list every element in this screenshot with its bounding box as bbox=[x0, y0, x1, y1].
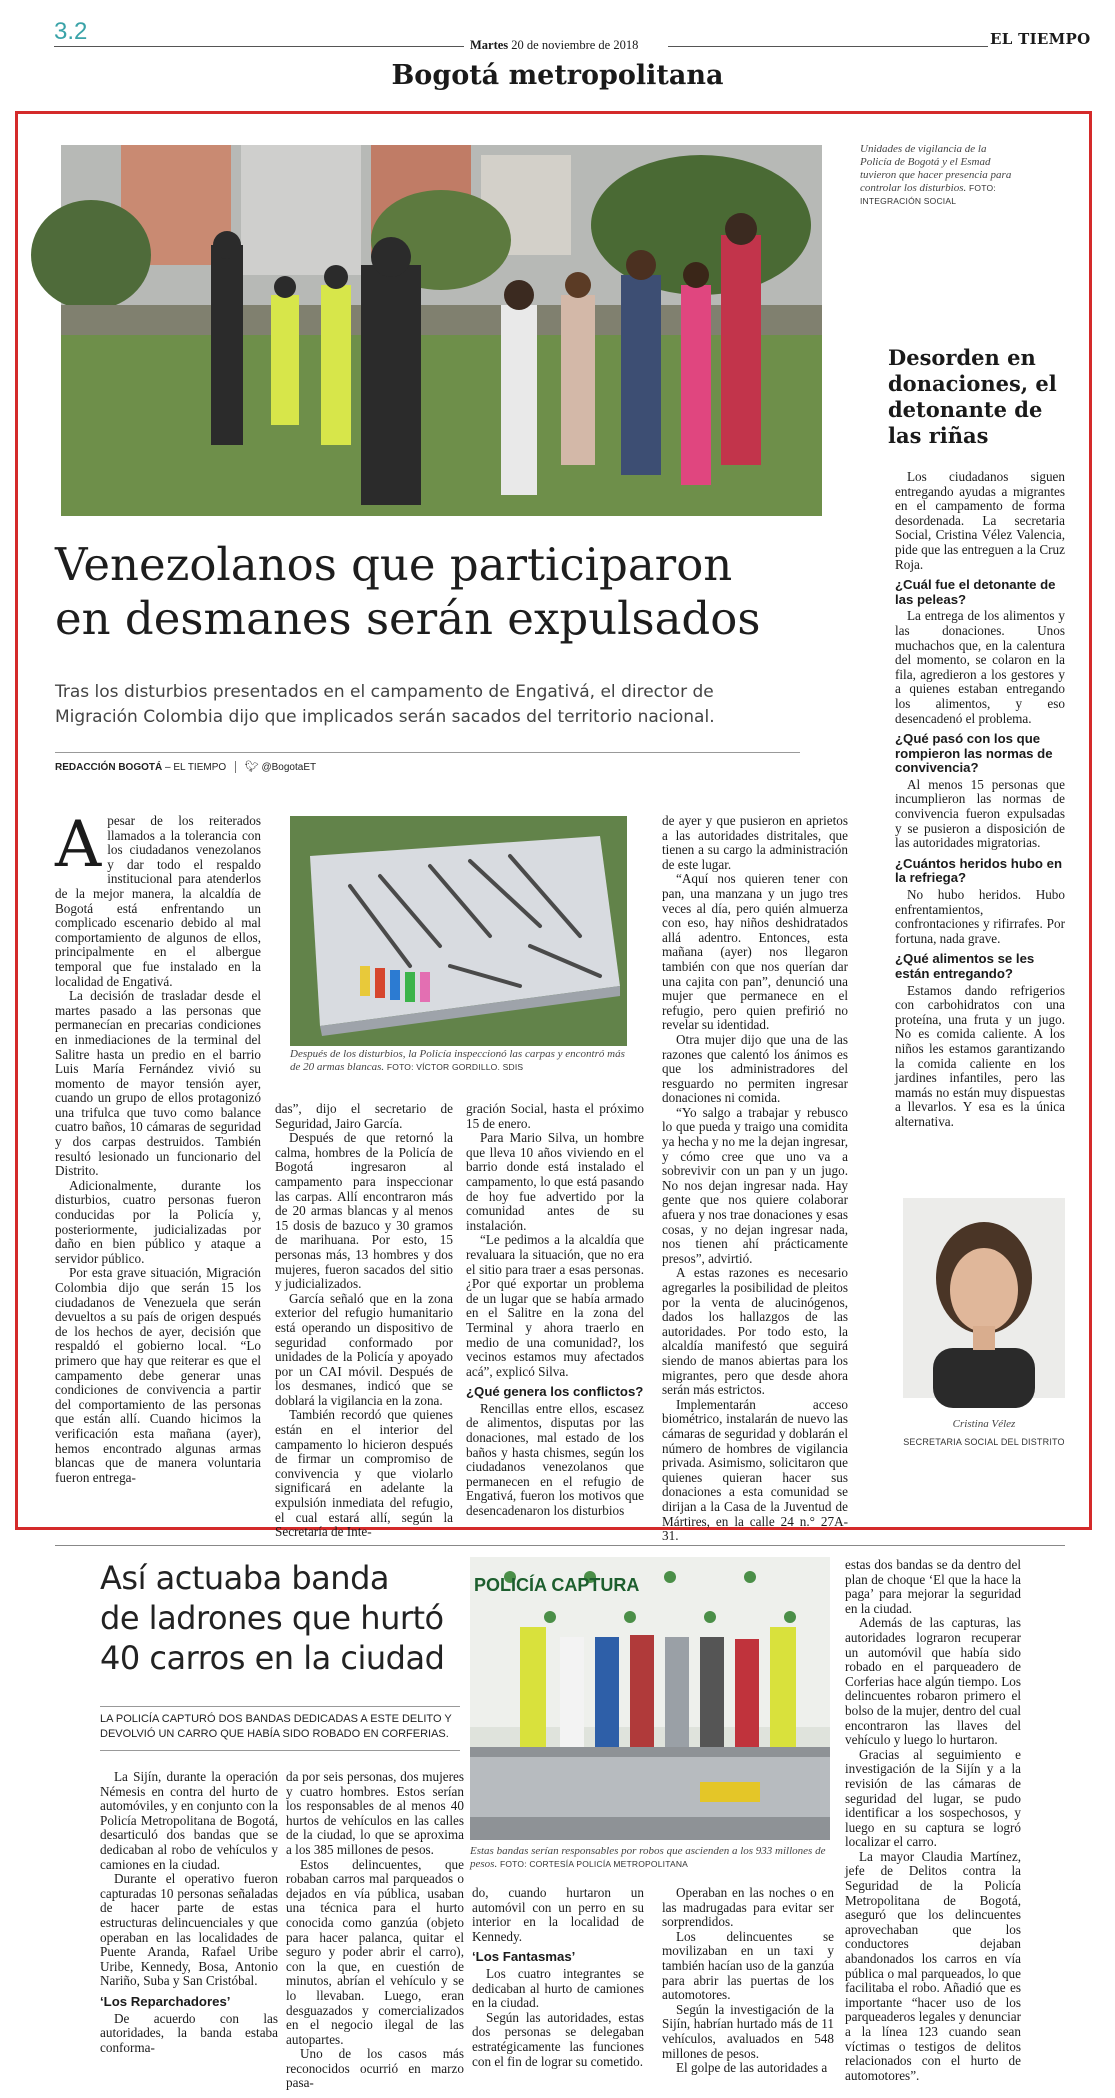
sidebar-question: ¿Qué alimentos se les están entregando? bbox=[895, 951, 1035, 981]
twitter-bird-icon: 🐦︎ bbox=[244, 761, 259, 773]
second-col-3-para: Según las autoridades, estas dos personas se delegaban estratégicamente las funciones con el fin de lograr su cometido. bbox=[472, 2009, 644, 2069]
header-date bbox=[470, 38, 670, 53]
sidebar-title: Desorden en donaciones, el detonante de las riñas bbox=[888, 345, 1057, 448]
main-col-3-para: Rencillas entre ellos, escasez de alimentos, disputas por las donaciones, mal estado de los baños y hasta chismes, según los ciudadanos venezolanos que permanecen en el refugio de Engativá, fueron los motivos que desencadenaron los disturbios bbox=[466, 1400, 644, 1519]
section-title: Bogotá metropolitana bbox=[391, 60, 724, 91]
portrait-photo bbox=[903, 1198, 1065, 1398]
second-col-3-subhead: ‘Los Fantasmas’ bbox=[472, 1949, 576, 1965]
second-col-3-para: Los cuatro integrantes se dedicaban al hurto de camiones en la ciudad. bbox=[472, 1965, 644, 2011]
main-headline-line2: en desmanes serán expulsados bbox=[55, 592, 761, 645]
portrait-name: Cristina Vélez bbox=[952, 1418, 1016, 1430]
sidebar-question: ¿Qué pasó con los que rompieron las normas de convivencia? bbox=[895, 731, 1053, 776]
main-col-2-para: También recordó que quienes están en el interior del campamento lo hicieron después de firmar un compromiso de convivencia y que violarlo significará en adelante la expulsión inmediata del refugio, el cual estará allí, según la Secretaría de Inte- bbox=[275, 1407, 453, 1540]
second-headline bbox=[100, 1558, 460, 1678]
sidebar-answer: No hubo heridos. Hubo enfrentamientos, confrontaciones y rifirrafes. Por fortuna, nada grave. bbox=[895, 887, 1065, 946]
police-photo-credit: FOTO: CORTESÍA POLICÍA METROPOLITANA bbox=[499, 1859, 689, 1869]
sidebar-question: ¿Cuál fue el detonante de las peleas? bbox=[895, 577, 1056, 607]
main-photo bbox=[61, 145, 822, 516]
second-deck-rule bbox=[100, 1706, 460, 1707]
header-rule-right bbox=[668, 46, 988, 47]
main-col-4-para: “Aquí nos quieren tener con pan, una manzana y un jugo tres veces al día, pero quién almuerza con eso, hay niños deshidratados allá adentro. Entonces, esta mañana (ayer) nos llegaron también con que nos querían dar una cajita con pan”, denunció una mujer que permanece en el refugio, pero quien prefirió no revelar su identidad. bbox=[662, 871, 848, 1033]
main-col-2-para: García señaló que en la zona exterior del refugio humanitario está operando un dispositivo de seguridad conformado por unidades de la Policía y apoyado por un CAI móvil. Después de los desmanes, indicó que se doblará la vigilancia en la zona. bbox=[275, 1290, 453, 1408]
main-col-3-para: “Le pedimos a la alcaldía que revaluara la situación, que no era el sitio para traer a esas personas. ¿Por qué exportar un problema de un lugar que se había armado en el Salitre en la zona del Terminal y ahora traerlo en medio de una comunidad?, los vecinos estamos muy afectados acá”, explicó Silva. bbox=[466, 1232, 644, 1379]
second-col-5 bbox=[845, 1558, 1021, 2090]
main-col-4-para: de ayer y que pusieron en aprietos a las autoridades distritales, que tienen a su cargo la administración de este lugar. bbox=[662, 813, 848, 872]
portrait-illustration bbox=[903, 1198, 1065, 1398]
weapons-caption-text: Después de los disturbios, la Policía inspeccionó las carpas y encontró más de 20 armas blancas. bbox=[290, 1048, 625, 1073]
second-col-4 bbox=[662, 1886, 834, 2090]
main-photo-caption bbox=[860, 143, 1020, 208]
police-photo-caption bbox=[470, 1845, 830, 1871]
page-number: 3.2 bbox=[54, 18, 88, 45]
main-col-3-para: Para Mario Silva, un hombre que lleva 10 años viviendo en el barrio donde está instalado el campamento, lo que está pasando de hoy fue advertido por la comunidad antes de su instalación. bbox=[466, 1130, 644, 1233]
drop-cap: A bbox=[55, 808, 102, 882]
second-col-2-para: da por seis personas, dos mujeres y cuatro hombres. Estos serían los responsables de al menos 40 hurtos de vehículos en las calles de la ciudad, lo que se aproxima a los 385 millones de pesos. bbox=[286, 1769, 464, 1857]
main-col-1-para: Adicionalmente, durante los disturbios, cuatro personas fueron conducidas por la Policía y, posteriormente, judicializadas por daño en bien público y ataque a servidor público. bbox=[55, 1177, 261, 1266]
weapons-photo bbox=[290, 816, 627, 1046]
main-photo-credit: FOTO: INTEGRACIÓN SOCIAL bbox=[860, 183, 996, 206]
main-col-2-para: das”, dijo el secretario de Seguridad, Jairo García. bbox=[275, 1101, 453, 1131]
twitter-handle[interactable]: @BogotaET bbox=[261, 762, 317, 773]
main-col-3 bbox=[466, 1102, 644, 1526]
main-col-4-para: Implementarán acceso biométrico, instalarán de nuevo las cámaras de seguridad y doblarán el número de hombres de vigilancia privada. Asimismo, solicitaron que quienes quieran hacer sus donaciones a esta comunidad se dirijan a la Casa de la Juventud de Mártires, en la calle 24 n.° 27A-31. bbox=[662, 1396, 848, 1544]
main-col-2-para: Después de que retornó la calma, hombres de la Policía de Bogotá ingresaron al campamento para inspeccionar las carpas. Allí encontraron más de 20 armas blancas y al menos 15 dosis de bazuco y 30 gramos de marihuana. Por esto, 15 personas más, 13 hombres y dos mujeres, fueron sacados del sitio y judicializados. bbox=[275, 1130, 453, 1292]
main-col-4-para: “Yo salgo a trabajar y rebusco lo que pueda y traigo una comidita ya hecha y no me la dejan ingresar, y cómo cree que uno va a sobrevivir con un pan y un jugo. No nos dejan ingresar nada. Hay gente que nos quiere colaborar afuera y nos trae donaciones y esas cosas, y no dejan ingresar nada, nos tienen ahí prácticamente presos”, advirtió. bbox=[662, 1104, 848, 1266]
main-headline-line1: Venezolanos que participaron bbox=[55, 538, 733, 591]
sidebar-intro: Los ciudadanos siguen entregando ayudas a migrantes en el campamento de forma desordenada. La secretaria Social, Cristina Vélez Valencia, pide que las entreguen a la Cruz Roja. bbox=[895, 469, 1065, 572]
weapons-photo-caption bbox=[290, 1048, 630, 1074]
header-rule-left bbox=[54, 46, 464, 47]
second-headline-line1: Así actuaba banda bbox=[100, 1559, 389, 1597]
main-col-4-para: Otra mujer dijo que una de las razones que calentó los ánimos es que los administradores del resguardo no permiten ingresar donaciones ni comida. bbox=[662, 1031, 848, 1106]
byline-author: REDACCIÓN BOGOTÁ bbox=[55, 762, 163, 773]
date-weekday: Martes bbox=[470, 38, 509, 52]
second-top-rule bbox=[55, 1545, 1065, 1546]
second-col-4-para: Según la investigación de la Sijín, habrían hurtado más de 11 vehículos, avaluados en 548 millones de pesos. bbox=[662, 2001, 834, 2061]
main-col-4 bbox=[662, 813, 848, 1544]
byline-suffix: – EL TIEMPO bbox=[165, 762, 227, 773]
main-col-1 bbox=[55, 808, 261, 1526]
brand-logo: EL TIEMPO bbox=[990, 30, 1091, 48]
weapons-table-illustration bbox=[290, 816, 627, 1046]
sidebar-answer: Al menos 15 personas que incumplieron las normas de convivencia fueron expulsadas y se pusieron a disposición de las autoridades migratorias. bbox=[895, 776, 1065, 851]
weapons-photo-credit: FOTO: VÍCTOR GORDILLO. SDIS bbox=[386, 1062, 524, 1072]
police-photo bbox=[470, 1557, 830, 1840]
byline-rule bbox=[55, 752, 800, 753]
sidebar-body bbox=[895, 470, 1065, 1180]
second-col-3 bbox=[472, 1886, 644, 2090]
main-deck: Tras los disturbios presentados en el campamento de Engativá, el director de Migración Colombia dijo que implicados serán sacados del territorio nacional. bbox=[55, 682, 715, 727]
portrait-role: SECRETARIA SOCIAL DEL DISTRITO bbox=[903, 1437, 1065, 1447]
main-photo-caption-text: Unidades de vigilancia de la Policía de Bogotá y el Esmad tuvieron que hacer presencia para controlar los disturbios. bbox=[860, 143, 1012, 194]
second-col-4-para: Operaban en las noches o en las madrugadas para evitar ser sorprendidos. bbox=[662, 1885, 834, 1930]
second-col-5-para: Gracias al seguimiento e investigación de la Sijín y a la revisión de las cámaras de seguridad del lugar, se pudo identificar a los sospechosos, y luego en su captura se logró localizar el carro. bbox=[845, 1746, 1021, 1850]
second-deck: LA POLICÍA CAPTURÓ DOS BANDAS DEDICADAS A ESTE DELITO Y DEVOLVIÓ UN CARRO QUE HABÍA SIDO ROBADO EN CORFERIAS. bbox=[100, 1713, 452, 1740]
crowd-photo-illustration bbox=[61, 145, 822, 516]
main-headline bbox=[55, 538, 855, 646]
second-col-2-para: Uno de los casos más reconocidos ocurrió en marzo pasa- bbox=[286, 2046, 464, 2091]
sidebar-answer: La entrega de los alimentos y las donaciones. Unos muchachos que, en la calentura del momento, se colaron en la fila, agredieron a los gestores y a quienes estaban entregando los alimentos, y eso desencadenó el problema. bbox=[895, 608, 1065, 726]
second-col-5-para: La mayor Claudia Martínez, jefe de Delitos contra la Seguridad de la Policía Metropolitana de Bogotá, aseguró que los delincuentes aprovechaban que los conductores dejaban abandonados los carros en vía pública o mal parqueados, lo que facilitaba el robo. Añadió que es importante “hacer uso de los parqueaderos legales y denunciar a la línea 123 cuando sean víctimas o testigos de delitos relacionados con el hurto de automotores”. bbox=[845, 1848, 1021, 2083]
second-col-1-para: La Sijín, durante la operación Némesis en contra del hurto de automóviles, y en conjunto con la Policía Metropolitana de Bogotá, desarticuló dos bandas que se dedicaban al robo de vehículos y camiones en la ciudad. bbox=[100, 1769, 278, 1872]
byline bbox=[55, 760, 316, 773]
second-col-5-para: Además de las capturas, las autoridades lograron recuperar un automóvil que había sido robado en el parqueadero de Corferias hace algún tiempo. Los delincuentes robaron primero el bolso de la mujer, dentro del cual encontraron las llaves del vehículo y luego lo hurtaron. bbox=[845, 1615, 1021, 1748]
second-col-5-para: estas dos bandas se da dentro del plan de choque ‘El que la hace la paga’ para mejorar la seguridad en la ciudad. bbox=[845, 1557, 1021, 1616]
second-col-1 bbox=[100, 1770, 278, 2090]
main-col-1-para: Por esta grave situación, Migración Colombia dijo que serán 15 los ciudadanos de Venezuela que serán devueltos a su país de origen después de los hechos de ayer, decisión que respaldó el gobierno local. “Lo primero que hay que reiterar es que el campamento debe generar unas condiciones de convivencia a partir del comportamiento de las personas que están allí. Cuando hicimos la verificación esta mañana (ayer), hemos encontrado algunas armas blancas que de manera voluntaria fueron entrega- bbox=[55, 1265, 261, 1485]
main-col-4-para: A estas razones es necesario agregarles la posibilidad de pleitos por la venta de alucinógenos, dados los hallazgos de las autoridades. Por todo esto, la alcaldía manifestó que seguirá siendo de manos abiertas para los migrantes, pero que desde ahora serán más estrictos. bbox=[662, 1265, 848, 1398]
second-col-1-para: Durante el operativo fueron capturadas 10 personas señaladas de hacer parte de estas estructuras delincuenciales y que operaban en las localidades de Puente Aranda, Rafael Uribe Uribe, Kennedy, Bosa, Antonio Nariño, Suba y San Cristóbal. bbox=[100, 1871, 278, 1989]
main-col-3-subhead: ¿Qué genera los conflictos? bbox=[466, 1384, 644, 1400]
police-banner-text: POLICÍA CAPTURA bbox=[474, 1575, 640, 1595]
main-col-1-para: La decisión de trasladar desde el martes pasado a las personas que permanecían en precarias condiciones en inmediaciones de la terminal del Salitre hasta un predio en el barrio Luis María Fernández vivió su momento de mayor tensión ayer, cuando un grupo de ellos protagonizó una trifulca que tuvo como balance cuatro baños, 10 cámaras de seguridad y dos carpas destruidos. También resultó lesionado un funcionario del Distrito. bbox=[55, 988, 261, 1179]
date-rest: 20 de noviembre de 2018 bbox=[511, 38, 639, 52]
second-col-1-para: De acuerdo con las autoridades, la banda estaba conforma- bbox=[100, 2010, 278, 2055]
main-col-2 bbox=[275, 1101, 453, 1540]
second-deck-rule-bottom bbox=[100, 1750, 460, 1751]
second-headline-line3: 40 carros en la ciudad bbox=[100, 1639, 445, 1677]
second-headline-line2: de ladrones que hurtó bbox=[100, 1599, 444, 1637]
second-col-4-para: Los delincuentes se movilizaban en un taxi y también hacían uso de la ganzúa para abrir las puertas de los automotores. bbox=[662, 1928, 834, 2003]
second-col-1-subhead: ‘Los Reparchadores’ bbox=[100, 1993, 231, 2009]
second-col-4-para: El golpe de las autoridades a bbox=[676, 2060, 828, 2076]
second-col-2 bbox=[286, 1770, 464, 2090]
second-col-3-para: do, cuando hurtaron un automóvil con un perro en su interior en la localidad de Kennedy. bbox=[472, 1885, 644, 1944]
sidebar-question: ¿Cuántos heridos hubo en la refriega? bbox=[895, 855, 1063, 886]
police-caption-text: Estas bandas serían responsables por robos que ascienden a los 933 millones de pesos. bbox=[470, 1845, 826, 1870]
main-col-3-para: gración Social, hasta el próximo 15 de enero. bbox=[466, 1101, 644, 1131]
main-col-1-para: pesar de los reiterados llamados a la tolerancia con los ciudadanos venezolanos y dar todo el respaldo institucional para atenderlos de la mejor manera, la alcaldía de Bogotá está enfrentando un complicado escenario debido al mal comportamiento de algunos de ellos, principalmente en el albergue temporal que fue instalado en la localidad de Engativá. bbox=[55, 813, 261, 989]
sidebar-answer: Estamos dando refrigerios con carbohidratos con una proteína, una fruta y un jugo. No es comida caliente. A los niños les estamos garantizando la comida caliente en los jardines infantiles, pero las mamás no están muy dispuestas a llevarlos. Y esa es la única alternativa. bbox=[895, 982, 1065, 1129]
detainees-photo-illustration bbox=[470, 1557, 830, 1840]
second-col-2-para: Estos delincuentes, que robaban carros mal parqueados o dejados en vía pública, usaban una técnica para el hurto conocida como ganzúa (objeto para hacer palanca, quitar el seguro y poder abrir el carro), con la que, en cuestión de minutos, abrían el vehículo y se lo llevaban. Luego, eran desguazados y comercializados en el negocio ilegal de las autopartes. bbox=[286, 1856, 464, 2047]
